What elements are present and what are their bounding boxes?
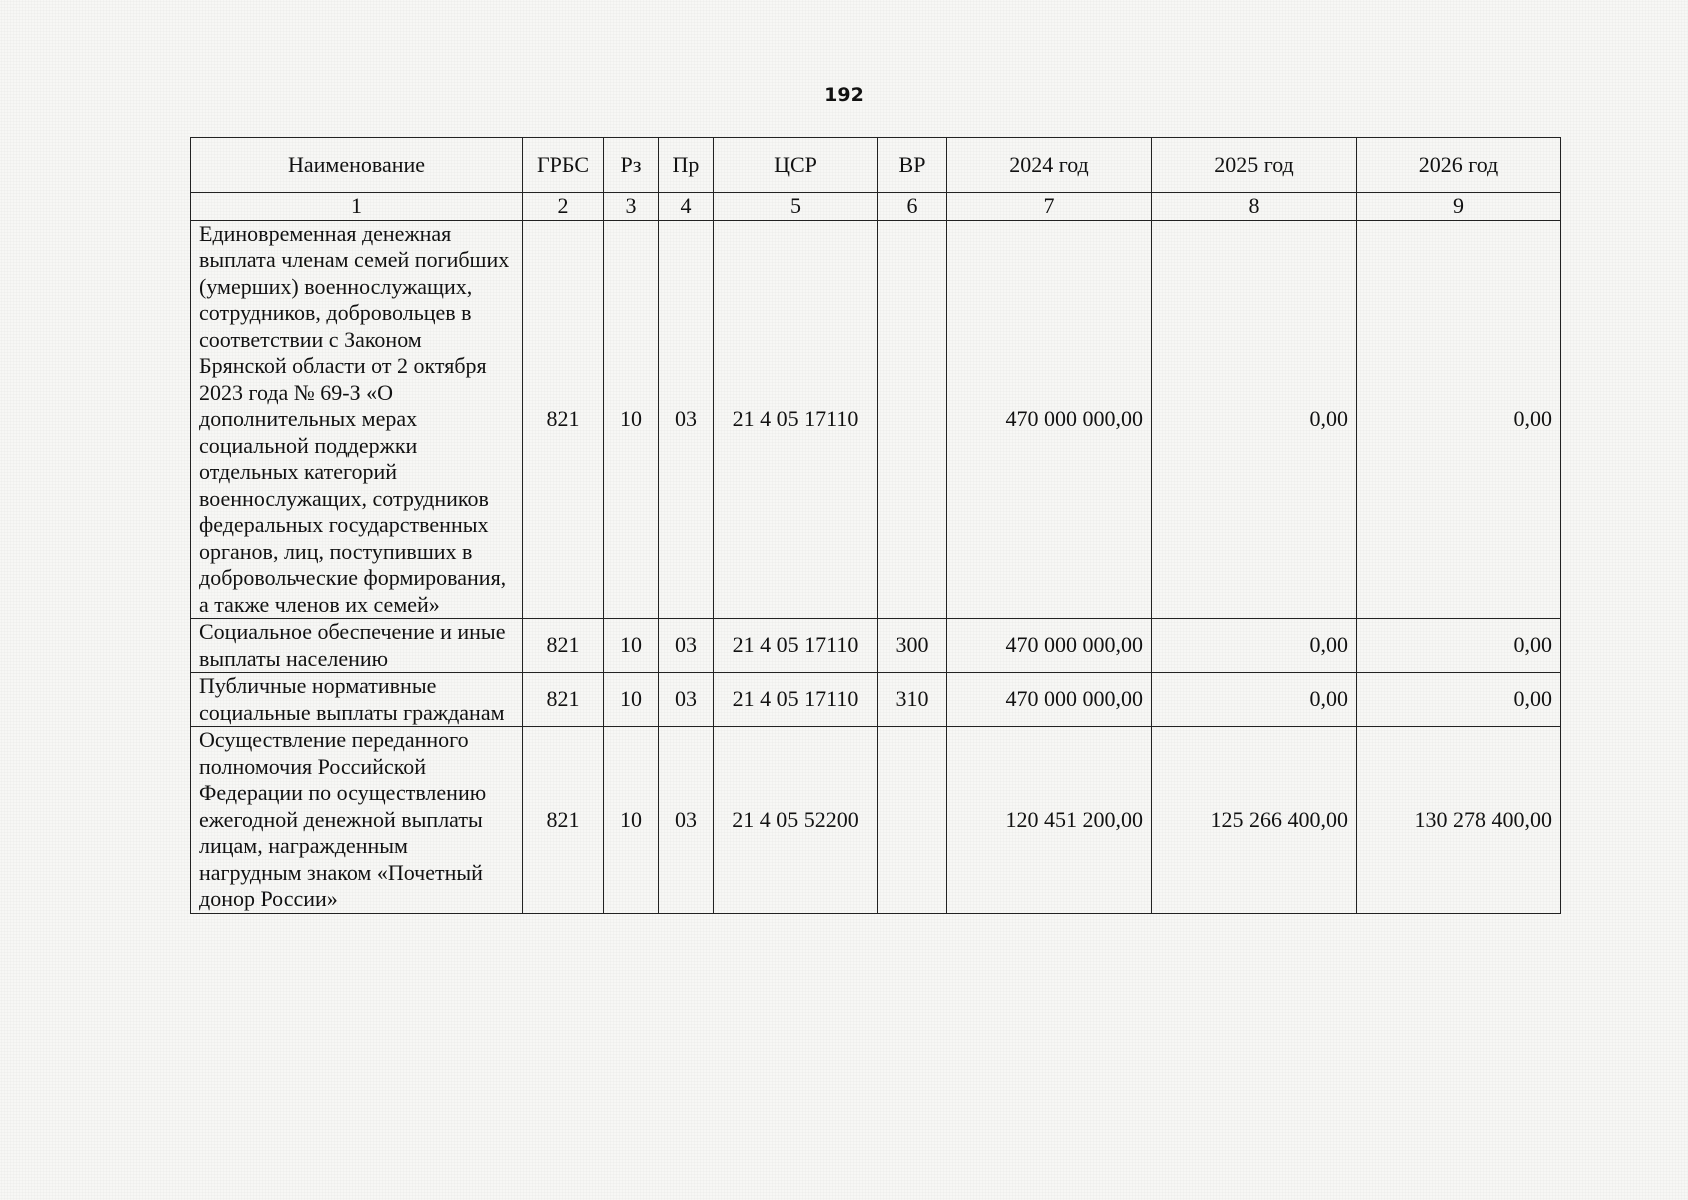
table-row <box>191 673 1561 727</box>
header-row <box>191 138 1561 193</box>
row-2024: 470 000 000,00 <box>947 619 1152 673</box>
row-name: Осуществление переданного полномочия Российской Федерации по осуществлению ежегодной денежной выплаты лицам, награжденным нагрудным знаком «Почетный донор России» <box>191 727 523 914</box>
page-number: 192 <box>824 84 864 106</box>
table-row <box>191 619 1561 673</box>
header-2025: 2025 год <box>1152 138 1357 193</box>
row-pr: 03 <box>659 619 714 673</box>
column-number: 7 <box>947 193 1152 221</box>
row-pr: 03 <box>659 220 714 619</box>
row-2024: 470 000 000,00 <box>947 220 1152 619</box>
row-vr <box>878 727 947 914</box>
row-2026: 0,00 <box>1357 673 1561 727</box>
header-csr: ЦСР <box>714 138 878 193</box>
header-pr: Пр <box>659 138 714 193</box>
row-csr: 21 4 05 52200 <box>714 727 878 914</box>
header-rz: Рз <box>604 138 659 193</box>
row-2026: 0,00 <box>1357 619 1561 673</box>
row-grbs: 821 <box>523 727 604 914</box>
row-csr: 21 4 05 17110 <box>714 619 878 673</box>
table-row <box>191 727 1561 914</box>
row-2026: 130 278 400,00 <box>1357 727 1561 914</box>
table-row <box>191 220 1561 619</box>
row-2024: 470 000 000,00 <box>947 673 1152 727</box>
header-2024: 2024 год <box>947 138 1152 193</box>
column-number: 5 <box>714 193 878 221</box>
column-number: 3 <box>604 193 659 221</box>
column-number: 6 <box>878 193 947 221</box>
row-csr: 21 4 05 17110 <box>714 220 878 619</box>
row-grbs: 821 <box>523 673 604 727</box>
row-vr: 300 <box>878 619 947 673</box>
row-grbs: 821 <box>523 619 604 673</box>
header-name: Наименование <box>191 138 523 193</box>
row-grbs: 821 <box>523 220 604 619</box>
header-grbs: ГРБС <box>523 138 604 193</box>
row-2025: 125 266 400,00 <box>1152 727 1357 914</box>
row-name: Единовременная денежная выплата членам семей погибших (умерших) военнослужащих, сотрудников, добровольцев в соответствии с Законом Брянской области от 2 октября 2023 года № 69-З «О дополнительных мерах социальной поддержки отдельных категорий военнослужащих, сотрудников федеральных государственных органов, лиц, поступивших в добровольческие формирования, а также членов их семей» <box>191 220 523 619</box>
column-number: 2 <box>523 193 604 221</box>
row-rz: 10 <box>604 727 659 914</box>
column-number-row <box>191 193 1561 221</box>
row-rz: 10 <box>604 220 659 619</box>
column-number: 1 <box>191 193 523 221</box>
column-number: 4 <box>659 193 714 221</box>
row-vr: 310 <box>878 673 947 727</box>
row-name: Публичные нормативные социальные выплаты гражданам <box>191 673 523 727</box>
row-2025: 0,00 <box>1152 619 1357 673</box>
row-csr: 21 4 05 17110 <box>714 673 878 727</box>
row-name: Социальное обеспечение и иные выплаты населению <box>191 619 523 673</box>
column-number: 9 <box>1357 193 1561 221</box>
row-rz: 10 <box>604 673 659 727</box>
header-vr: ВР <box>878 138 947 193</box>
row-rz: 10 <box>604 619 659 673</box>
budget-table <box>190 137 1561 914</box>
header-2026: 2026 год <box>1357 138 1561 193</box>
row-vr <box>878 220 947 619</box>
row-pr: 03 <box>659 673 714 727</box>
column-number: 8 <box>1152 193 1357 221</box>
row-2025: 0,00 <box>1152 220 1357 619</box>
row-2024: 120 451 200,00 <box>947 727 1152 914</box>
row-2026: 0,00 <box>1357 220 1561 619</box>
row-2025: 0,00 <box>1152 673 1357 727</box>
row-pr: 03 <box>659 727 714 914</box>
